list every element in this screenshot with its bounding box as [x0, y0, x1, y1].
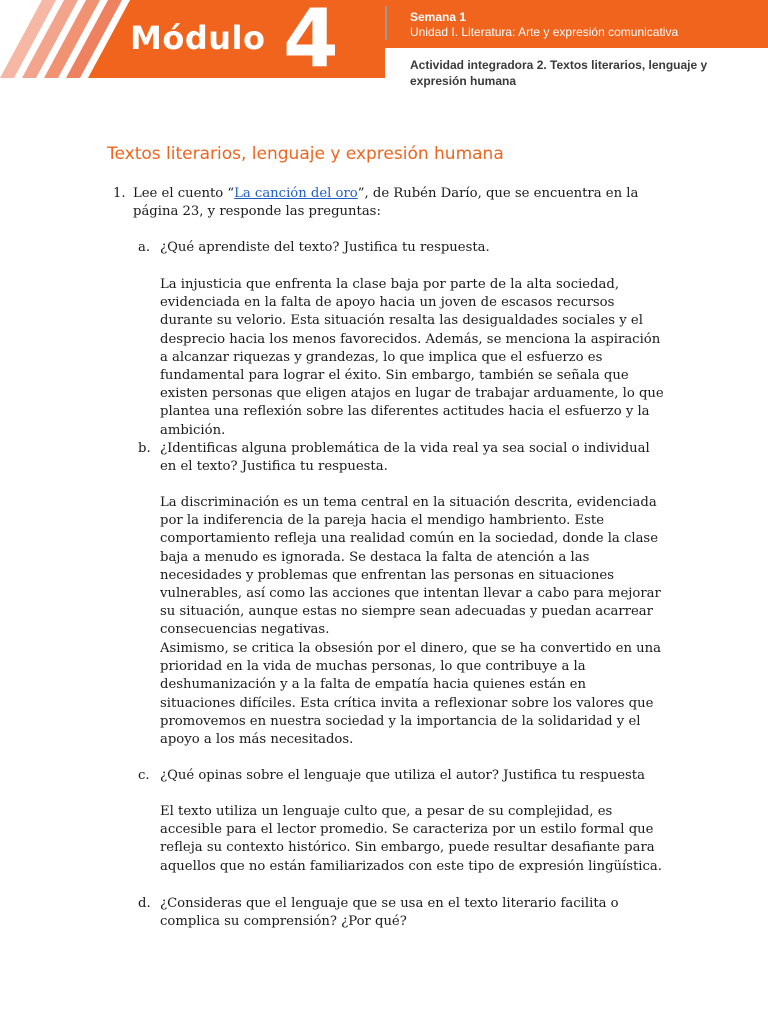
- week-label: Semana 1: [410, 10, 467, 24]
- story-link[interactable]: La canción del oro: [234, 186, 358, 201]
- question-1-text: [133, 185, 673, 221]
- item-c-question: ¿Qué opinas sobre el lenguaje que utiliza el autor? Justifica tu respuesta: [160, 768, 645, 783]
- page-title: Textos literarios, lenguaje y expresión humana: [107, 144, 504, 164]
- item-b-answer-2: Asimismo, se critica la obsesión por el dinero, que se ha convertido en una prioridad en la vida de muchas personas, lo que contribuye a la deshumanización y a la falta de empatía hacia quienes están en situaciones difíciles. Esta crítica invita a reflexionar sobre los valores que promovemos en nuestra sociedad y la importancia de la solidaridad y el apoyo a los más necesitados.: [160, 641, 662, 748]
- item-d-question: ¿Consideras que el lenguaje que se usa en el texto literario facilita o complica su comprensión? ¿Por qué?: [160, 896, 619, 930]
- item-b-answer-1: La discriminación es un tema central en la situación descrita, evidenciada por la indiferencia de la pareja hacia el mendigo hambriento. Este comportamiento refleja una realidad común en la sociedad, donde la clase baja a menudo es ignorada. Se destaca la falta de atención a las necesidades y problemas que enfrentan las personas en situaciones vulnerables, así como las acciones que intentan llevar a cabo para mejorar su situación, aunque estas no siempre sean adecuadas y puedan acarrear consecuencias negativas.: [160, 495, 661, 638]
- header-divider: [385, 6, 387, 40]
- item-c-letter: c.: [138, 768, 150, 783]
- item-c-answer: El texto utiliza un lenguaje culto que, a pesar de su complejidad, es accesible para el lector promedio. Se caracteriza por un estilo formal que refleja su contexto histórico. Sin embargo, puede resultar desafiante para aquellos que no están familiarizados con este tipo de expresión lingüística.: [160, 804, 662, 874]
- item-a-answer: La injusticia que enfrenta la clase baja por parte de la alta sociedad, evidenciada en la falta de apoyo hacia un joven de escasos recursos durante su velorio. Esta situación resalta las desigualdades sociales y el desprecio hacia los menos favorecidos. Además, se menciona la aspiración a alcanzar riquezas y grandezas, lo que implica que el esfuerzo es fundamental para lograr el éxito. Sin embargo, también se señala que existen personas que eligen atajos en lugar de trabajar arduamente, lo que plantea una reflexión sobre las diferentes actitudes hacia el esfuerzo y la ambición.: [160, 277, 664, 438]
- question-number: 1.: [113, 186, 126, 201]
- header-banner-shape: [0, 0, 768, 110]
- item-d-letter: d.: [138, 896, 151, 911]
- module-number: 4: [283, 0, 339, 85]
- item-b-question: ¿Identificas alguna problemática de la vida real ya sea social o individual en el texto? Justifica tu respuesta.: [160, 441, 650, 475]
- module-header: [0, 0, 768, 110]
- item-a-letter: a.: [138, 240, 151, 255]
- unit-label: Unidad I. Literatura: Arte y expresión comunicativa: [410, 25, 679, 39]
- question-1-suffix: ”, de Rubén Darío, que se encuentra en la página 23, y responde las preguntas:: [133, 186, 639, 220]
- activity-title: Actividad integradora 2. Textos literarios, lenguaje y expresión humana: [410, 58, 708, 88]
- item-a-question: ¿Qué aprendiste del texto? Justifica tu respuesta.: [160, 240, 490, 255]
- module-label: Módulo: [130, 19, 266, 57]
- item-b-letter: b.: [138, 441, 151, 456]
- question-1-prefix: Lee el cuento “: [133, 186, 235, 201]
